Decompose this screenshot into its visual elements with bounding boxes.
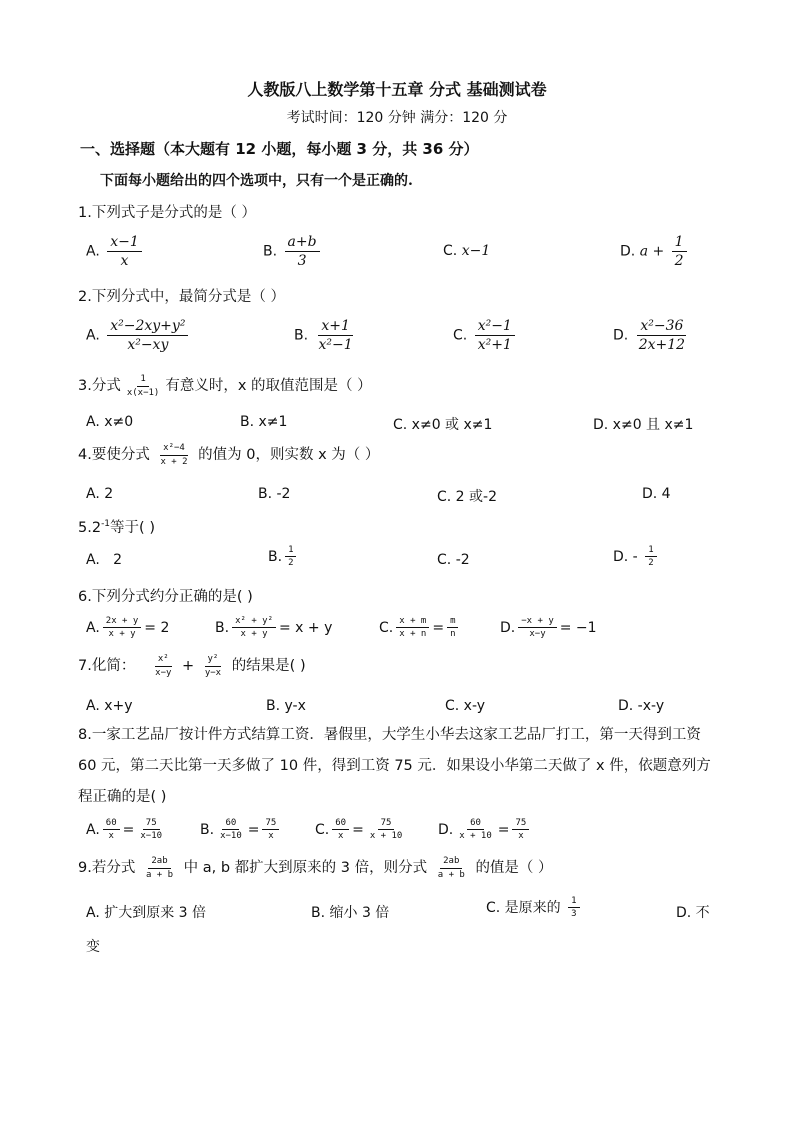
question-1-option-b: B. $\frac{a+b}{3}$ — [263, 234, 323, 269]
page-title: 人教版八上数学第十五章 分式 基础测试卷 — [247, 80, 547, 99]
question-7-option-c: C. x-y — [445, 698, 486, 714]
question-8-option-a: A. $\frac{60}{x}$ = $\frac{75}{x-10}$ — [86, 818, 163, 842]
question-1-option-d: D. a + $\frac{1}{2}$ — [620, 234, 690, 269]
question-5-option-b: B. $\frac{1}{2}$ — [268, 545, 299, 569]
question-1-option-a: A. $\frac{x-1}{x}$ — [86, 234, 145, 269]
question-5-stem: $5.2^{-1}$等于( ) — [78, 519, 155, 536]
question-8-option-b: B. $\frac{60}{x-10}$ = $\frac{75}{x}$ — [200, 818, 282, 842]
question-9-option-d-wrap: 变 — [86, 939, 100, 955]
question-2-option-c: C. $\frac{\text{x²−1}}{\text{x²+1}}$ — [453, 318, 518, 353]
question-6-stem: 6.下列分式约分正确的是( ) — [78, 589, 253, 605]
question-1-stem: 1.下列式子是分式的是（ ） — [78, 205, 256, 221]
question-3-stem: 3.分式 $\frac{1}{x(x-1)}$ 有意义时，x 的取值范围是（ ） — [78, 374, 372, 398]
question-4-option-b: B. -2 — [258, 486, 291, 502]
question-8-option-c: C. $\frac{60}{x}$ = $\frac{75}{x + 10}$ — [315, 818, 403, 842]
question-7-option-d: D. -x-y — [618, 698, 665, 714]
exam-info: 考试时间：120 分钟 满分：120 分 — [286, 110, 508, 126]
question-2-stem: 2.下列分式中，最简分式是（ ） — [78, 289, 285, 305]
question-1-option-c: C. x−1 — [443, 243, 491, 259]
question-2-option-d: D. $\frac{\text{x²−36}}{2x+12}$ — [613, 318, 686, 354]
question-5-option-c: C. -2 — [437, 552, 470, 568]
question-7-option-b: B. y-x — [266, 698, 306, 714]
question-9-option-a: A. 扩大到原来 3 倍 — [86, 905, 207, 921]
question-7-option-a: A. x+y — [86, 698, 133, 714]
question-6-option-b: B. $\frac{\text{x² + y²}}{x + y}$ = x + y — [215, 616, 333, 640]
question-4-stem: 4.要使分式 $\frac{\text{x²−4}}{x + 2}$ 的值为 0，则实数 x 为（ ） — [78, 443, 380, 467]
question-6-option-d: D. $\frac{-x + y}{x-y}$ = −1 — [500, 616, 597, 640]
section-heading: 一、选择题（本大题有 12 小题，每小题 3 分，共 36 分） — [80, 140, 479, 158]
question-3-option-d: D. x≠0 且 x≠1 — [593, 417, 694, 433]
question-4-option-d: D. 4 — [642, 486, 671, 502]
section-instruction: 下面每小题给出的四个选项中，只有一个是正确的. — [100, 173, 413, 189]
question-9-option-c: C. 是原来的 $\frac{1}{3}$ — [486, 896, 583, 920]
question-6-option-c: C. $\frac{x + m}{x + n}$ = $\frac{m}{n}$ — [379, 616, 461, 640]
question-6-option-a: A. $\frac{2x + y}{x + y}$ = 2 — [86, 616, 170, 640]
question-4-option-a: A. 2 — [86, 486, 114, 502]
question-3-option-b: B. x≠1 — [240, 414, 288, 430]
question-3-option-a: A. x≠0 — [86, 414, 134, 430]
question-5-option-a: A. 2 — [86, 552, 123, 568]
question-4-option-c: C. 2 或-2 — [437, 489, 497, 505]
question-3-option-c: C. x≠0 或 x≠1 — [393, 417, 493, 433]
question-9-option-b: B. 缩小 3 倍 — [311, 905, 390, 921]
question-2-option-b: B. $\frac{x+1}{\text{x²−1}}$ — [294, 318, 353, 354]
question-2-option-a: A. $\frac{\text{x²−2xy+y²}}{\text{x²−xy}}$ — [86, 318, 191, 353]
question-8-option-d: D. $\frac{60}{x + 10}$ = $\frac{75}{x}$ — [438, 818, 532, 842]
question-9-option-d: D. 不 — [676, 905, 710, 921]
question-7-stem: 7.化简： $\frac{\text{x²}}{x-y}$ + $\frac{\text{y²}}{y-x}$ 的结果是( ) — [78, 654, 306, 678]
question-8-stem: 8.一家工艺品厂按计件方式结算工资．暑假里，大学生小华去这家工艺品厂打工，第一天得到工资 60 元，第二天比第一天多做了 10 件，得到工资 75 元．如果设小华第二天做了 x 件，依题意列方程正确的是( ) — [78, 727, 711, 805]
question-5-option-d: D. - $\frac{1}{2}$ — [613, 545, 660, 569]
question-9-stem: 9.若分式 $\frac{2ab}{a + b}$ 中 a, b 都扩大到原来的 3 倍，则分式 $\frac{2ab}{a + b}$ 的值是（ ） — [78, 856, 553, 880]
